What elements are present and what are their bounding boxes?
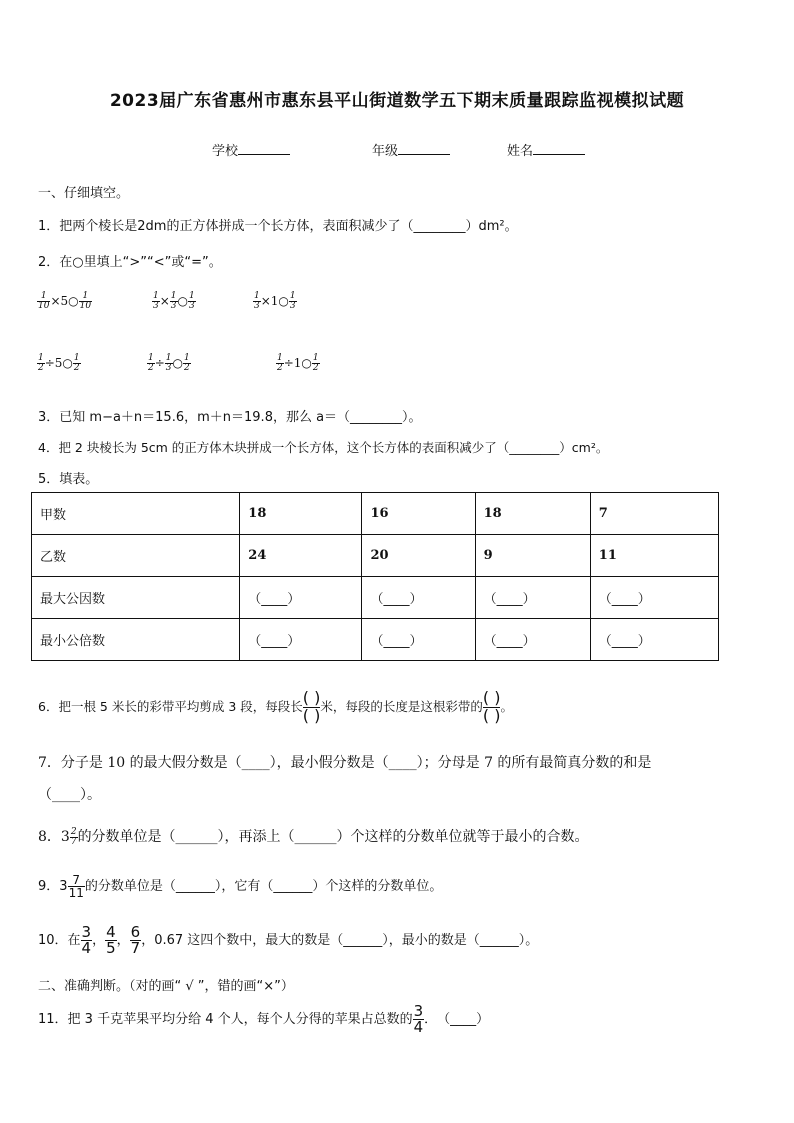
fill-table	[31, 492, 719, 661]
name-field: 姓名	[507, 140, 585, 159]
answer-cell[interactable]: （____）	[590, 577, 718, 619]
table-cell: 11	[590, 535, 718, 577]
question-1: 1．把两个棱长是2dm的正方体拼成一个长方体，表面积减少了（________）dm²。	[38, 219, 518, 234]
table-cell: 16	[362, 493, 475, 535]
question-8: 8．3 $\frac{2}{7}$ 的分数单位是（______），再添上（______）个这样的分数单位就等于最小的合数。	[38, 826, 589, 847]
school-field: 学校	[212, 140, 290, 159]
answer-cell[interactable]: （____）	[475, 577, 590, 619]
compare-item: $\frac{1}{2}$ ÷1○ $\frac{1}{2}$	[277, 353, 319, 373]
question-5: 5．填表。	[38, 472, 99, 487]
table-cell: 最大公因数	[32, 577, 240, 619]
grade-field: 年级	[372, 140, 450, 159]
question-10: 10．在 $\frac{3}{4}$ ， $\frac{4}{5}$ ， $\frac{6}{7}$ ，0.67 这四个数中，最大的数是（______），最小的数是（______）。	[38, 923, 539, 957]
table-cell: 20	[362, 535, 475, 577]
section-2-heading: 二、准确判断。（对的画“ √ ”，错的画“×”）	[38, 979, 294, 994]
table-cell: 18	[475, 493, 590, 535]
answer-cell[interactable]: （____）	[240, 577, 362, 619]
question-9: 9．3 $\frac{7}{11}$ 的分数单位是（______），它有（______）个这样的分数单位。	[38, 873, 443, 900]
answer-cell[interactable]: （____）	[362, 619, 475, 661]
question-7: 7．分子是 10 的最大假分数是（____），最小假分数是（____）；分母是 7 的所有最简真分数的和是	[38, 755, 652, 771]
question-3: 3．已知 m−a＋n＝15.6，m＋n＝19.8，那么 a＝（________）。	[38, 410, 422, 425]
question-4: 4．把 2 块棱长为 5cm 的正方体木块拼成一个长方体，这个长方体的表面积减少了（________）cm²。	[38, 440, 609, 455]
answer-cell[interactable]: （____）	[240, 619, 362, 661]
page-title: 2023届广东省惠州市惠东县平山街道数学五下期末质量跟踪监视模拟试题	[109, 91, 685, 111]
answer-cell[interactable]: （____）	[475, 619, 590, 661]
table-cell: 甲数	[32, 493, 240, 535]
compare-item: $\frac{1}{2}$ ÷ $\frac{1}{3}$ ○ $\frac{1}{2}$	[148, 353, 190, 373]
question-2: 2．在○里填上“>”“<”或“=”。	[38, 255, 222, 270]
table-row	[32, 535, 719, 577]
compare-item: $\frac{1}{10}$ ×5○ $\frac{1}{10}$	[38, 291, 92, 311]
answer-cell[interactable]: （____）	[590, 619, 718, 661]
compare-item: $\frac{1}{3}$ × $\frac{1}{3}$ ○ $\frac{1}{3}$	[153, 291, 195, 311]
question-7-cont: （____）。	[38, 787, 101, 803]
table-cell: 9	[475, 535, 590, 577]
compare-item: $\frac{1}{3}$ ×1○ $\frac{1}{3}$	[254, 291, 296, 311]
table-cell: 18	[240, 493, 362, 535]
compare-item: $\frac{1}{2}$ ÷5○ $\frac{1}{2}$	[38, 353, 80, 373]
table-cell: 最小公倍数	[32, 619, 240, 661]
table-cell: 7	[590, 493, 718, 535]
table-row	[32, 577, 719, 619]
table-row	[32, 619, 719, 661]
table-cell: 乙数	[32, 535, 240, 577]
question-6: 6．把一根 5 米长的彩带平均剪成 3 段，每段长 $\frac{( )}{( )}$ 米，每段的长度是这根彩带的 $\frac{( )}{( )}$ 。	[38, 688, 513, 725]
question-11: 11．把 3 千克苹果平均分给 4 个人，每个人分得的苹果占总数的 $\frac{3}{4}$ ． （____）	[38, 1002, 490, 1036]
table-row	[32, 493, 719, 535]
table-cell: 24	[240, 535, 362, 577]
section-1-heading: 一、仔细填空。	[38, 186, 130, 201]
answer-cell[interactable]: （____）	[362, 577, 475, 619]
